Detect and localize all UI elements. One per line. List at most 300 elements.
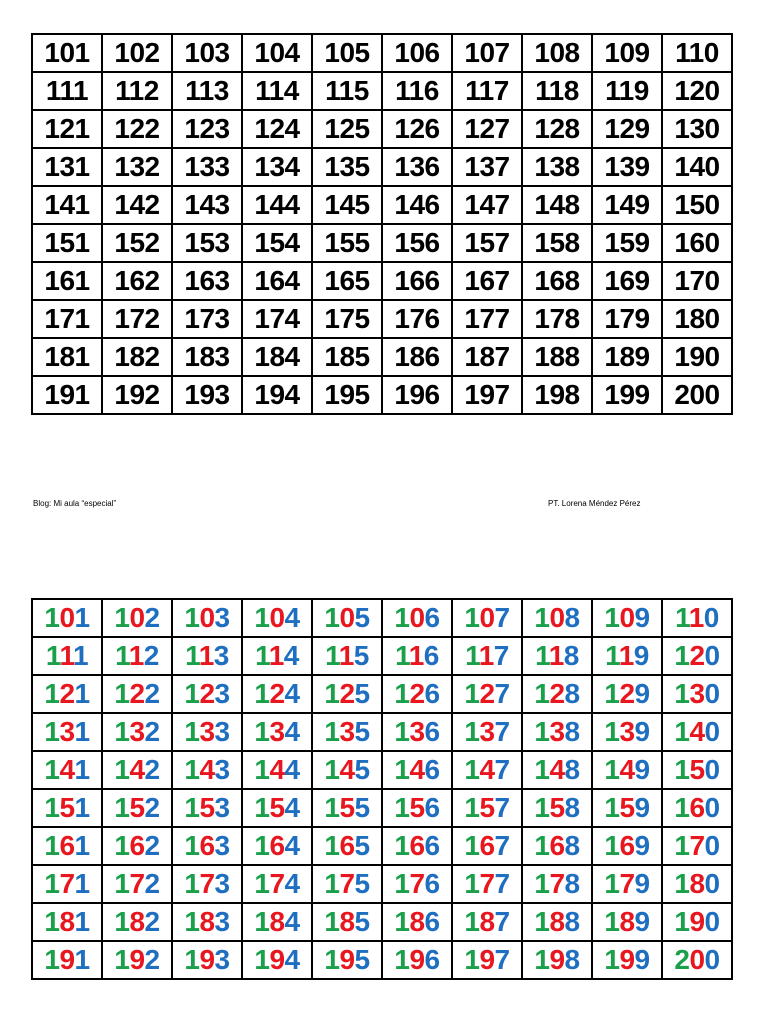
- number-cell: 151: [32, 224, 102, 262]
- number-cell: [452, 599, 522, 637]
- tens-digit: 6: [59, 830, 75, 861]
- number-cell: [592, 751, 662, 789]
- units-digit: 3: [214, 944, 230, 975]
- number-cell: [382, 827, 452, 865]
- units-digit: 9: [634, 944, 650, 975]
- number-cell: [172, 865, 242, 903]
- number-cell: 130: [662, 110, 732, 148]
- hundreds-digit: 1: [394, 754, 410, 785]
- number-cell: [32, 713, 102, 751]
- tens-digit: 5: [129, 792, 145, 823]
- grid-row: [32, 224, 732, 262]
- tens-digit: 7: [129, 868, 145, 899]
- grid-row: [32, 903, 732, 941]
- tens-digit: 8: [129, 906, 145, 937]
- tens-digit: 5: [339, 792, 355, 823]
- number-cell: [312, 675, 382, 713]
- tens-digit: 4: [479, 754, 495, 785]
- grid-row: [32, 262, 732, 300]
- number-cell: 191: [32, 376, 102, 414]
- units-digit: 7: [494, 868, 510, 899]
- tens-digit: 4: [199, 754, 215, 785]
- number-cell: [592, 827, 662, 865]
- tens-digit: 0: [549, 602, 565, 633]
- units-digit: 9: [634, 792, 650, 823]
- units-digit: 7: [494, 906, 510, 937]
- units-digit: 2: [144, 602, 160, 633]
- number-cell: [522, 713, 592, 751]
- tens-digit: 9: [339, 944, 355, 975]
- units-digit: 2: [144, 906, 160, 937]
- number-cell: [592, 941, 662, 979]
- tens-digit: 8: [549, 906, 565, 937]
- units-digit: 1: [74, 678, 90, 709]
- hundreds-digit: 1: [324, 944, 340, 975]
- tens-digit: 7: [199, 868, 215, 899]
- tens-digit: 0: [199, 602, 215, 633]
- units-digit: 6: [424, 678, 440, 709]
- number-cell: [452, 865, 522, 903]
- hundreds-digit: 1: [324, 716, 340, 747]
- tens-digit: 5: [549, 792, 565, 823]
- hundreds-digit: 1: [464, 678, 480, 709]
- units-digit: 9: [634, 830, 650, 861]
- hundreds-digit: 1: [395, 640, 409, 671]
- number-cell: [382, 599, 452, 637]
- number-cell: 141: [32, 186, 102, 224]
- hundreds-digit: 1: [534, 754, 550, 785]
- footer-author-credit: PT. Lorena Méndez Pérez: [548, 499, 641, 508]
- units-digit: 6: [423, 640, 439, 671]
- hundreds-digit: 1: [254, 944, 270, 975]
- number-cell: [662, 827, 732, 865]
- number-cell: [452, 827, 522, 865]
- units-digit: 4: [283, 640, 299, 671]
- tens-digit: 1: [128, 640, 144, 671]
- number-cell: 139: [592, 148, 662, 186]
- units-digit: 2: [144, 792, 160, 823]
- grid-row: [32, 751, 732, 789]
- tens-digit: 2: [619, 678, 635, 709]
- number-cell: [242, 713, 312, 751]
- number-cell: 137: [452, 148, 522, 186]
- number-cell: 136: [382, 148, 452, 186]
- number-cell: [522, 637, 592, 675]
- hundreds-digit: 1: [254, 906, 270, 937]
- hundreds-digit: 1: [464, 944, 480, 975]
- number-cell: 138: [522, 148, 592, 186]
- tens-digit: 1: [618, 640, 634, 671]
- hundreds-digit: 1: [324, 906, 340, 937]
- units-digit: 3: [214, 906, 230, 937]
- hundreds-digit: 1: [254, 602, 270, 633]
- grid-row: [32, 865, 732, 903]
- units-digit: 9: [634, 678, 650, 709]
- tens-digit: 4: [339, 754, 355, 785]
- tens-digit: 3: [689, 678, 705, 709]
- number-cell: [242, 675, 312, 713]
- tens-digit: 1: [268, 640, 284, 671]
- tens-digit: 3: [59, 716, 75, 747]
- units-digit: 3: [213, 640, 229, 671]
- hundreds-digit: 1: [114, 716, 130, 747]
- number-cell: [452, 751, 522, 789]
- grid-row: [32, 338, 732, 376]
- number-cell: [452, 903, 522, 941]
- number-cell: [242, 941, 312, 979]
- number-cell: 155: [312, 224, 382, 262]
- grid-row: [32, 376, 732, 414]
- hundreds-digit: 1: [534, 868, 550, 899]
- tens-digit: 1: [548, 640, 564, 671]
- hundreds-digit: 1: [184, 792, 200, 823]
- number-cell: 158: [522, 224, 592, 262]
- grid-row: [32, 186, 732, 224]
- tens-digit: 2: [549, 678, 565, 709]
- number-cell: [522, 751, 592, 789]
- units-digit: 8: [563, 640, 579, 671]
- tens-digit: 7: [59, 868, 75, 899]
- grid-row: [32, 789, 732, 827]
- number-cell: 124: [242, 110, 312, 148]
- tens-digit: 9: [619, 944, 635, 975]
- number-cell: [242, 751, 312, 789]
- units-digit: 0: [704, 792, 720, 823]
- tens-digit: 1: [688, 602, 704, 633]
- units-digit: 0: [704, 716, 720, 747]
- number-cell: [102, 941, 172, 979]
- tens-digit: 7: [409, 868, 425, 899]
- number-cell: [102, 827, 172, 865]
- hundreds-digit: 1: [534, 602, 550, 633]
- number-grid-colored-body: [32, 599, 732, 979]
- hundreds-digit: 1: [184, 678, 200, 709]
- tens-digit: 3: [129, 716, 145, 747]
- hundreds-digit: 1: [254, 868, 270, 899]
- number-cell: [662, 941, 732, 979]
- hundreds-digit: 1: [464, 868, 480, 899]
- hundreds-digit: 1: [604, 602, 620, 633]
- number-cell: 192: [102, 376, 172, 414]
- hundreds-digit: 1: [534, 792, 550, 823]
- grid-row: [32, 599, 732, 637]
- number-cell: 196: [382, 376, 452, 414]
- number-cell: 111: [32, 72, 102, 110]
- hundreds-digit: 1: [324, 602, 340, 633]
- tens-digit: 0: [619, 602, 635, 633]
- units-digit: 1: [74, 602, 90, 633]
- number-cell: 121: [32, 110, 102, 148]
- units-digit: 0: [704, 944, 720, 975]
- number-cell: [32, 675, 102, 713]
- number-cell: 181: [32, 338, 102, 376]
- number-cell: 161: [32, 262, 102, 300]
- tens-digit: 4: [59, 754, 75, 785]
- number-cell: [522, 865, 592, 903]
- tens-digit: 4: [619, 754, 635, 785]
- units-digit: 8: [564, 678, 580, 709]
- tens-digit: 4: [269, 754, 285, 785]
- number-cell: [312, 637, 382, 675]
- hundreds-digit: 1: [534, 944, 550, 975]
- grid-row: [32, 110, 732, 148]
- grid-row: [32, 148, 732, 186]
- number-cell: [102, 599, 172, 637]
- units-digit: 7: [493, 640, 509, 671]
- units-digit: 7: [494, 716, 510, 747]
- number-cell: 154: [242, 224, 312, 262]
- tens-digit: 6: [689, 792, 705, 823]
- tens-digit: 2: [269, 678, 285, 709]
- hundreds-digit: 1: [114, 792, 130, 823]
- number-cell: [172, 599, 242, 637]
- hundreds-digit: 1: [394, 792, 410, 823]
- hundreds-digit: 1: [44, 944, 60, 975]
- units-digit: 8: [564, 868, 580, 899]
- hundreds-digit: 1: [675, 602, 689, 633]
- units-digit: 3: [214, 716, 230, 747]
- hundreds-digit: 1: [44, 678, 60, 709]
- units-digit: 3: [214, 830, 230, 861]
- number-grid-plain-body: [32, 34, 732, 414]
- number-cell: 160: [662, 224, 732, 262]
- hundreds-digit: 1: [464, 830, 480, 861]
- units-digit: 3: [214, 868, 230, 899]
- number-cell: 105: [312, 34, 382, 72]
- hundreds-digit: 1: [44, 868, 60, 899]
- number-cell: [592, 903, 662, 941]
- units-digit: 7: [494, 678, 510, 709]
- units-digit: 2: [144, 754, 160, 785]
- tens-digit: 5: [479, 792, 495, 823]
- units-digit: 5: [354, 678, 370, 709]
- number-cell: 195: [312, 376, 382, 414]
- units-digit: 3: [214, 754, 230, 785]
- number-cell: [312, 903, 382, 941]
- tens-digit: 6: [269, 830, 285, 861]
- number-cell: [32, 751, 102, 789]
- tens-digit: 2: [129, 678, 145, 709]
- number-cell: 184: [242, 338, 312, 376]
- tens-digit: 0: [339, 602, 355, 633]
- hundreds-digit: 1: [394, 868, 410, 899]
- tens-digit: 8: [479, 906, 495, 937]
- hundreds-digit: 1: [44, 792, 60, 823]
- tens-digit: 1: [408, 640, 424, 671]
- units-digit: 6: [424, 716, 440, 747]
- units-digit: 0: [704, 868, 720, 899]
- hundreds-digit: 1: [464, 906, 480, 937]
- tens-digit: 1: [338, 640, 354, 671]
- number-cell: [312, 599, 382, 637]
- grid-row: [32, 941, 732, 979]
- number-cell: [172, 637, 242, 675]
- number-cell: 171: [32, 300, 102, 338]
- hundreds-digit: 1: [534, 830, 550, 861]
- tens-digit: 7: [479, 868, 495, 899]
- number-cell: [172, 751, 242, 789]
- hundreds-digit: 1: [674, 716, 690, 747]
- number-cell: [32, 903, 102, 941]
- tens-digit: 3: [619, 716, 635, 747]
- units-digit: 0: [703, 602, 719, 633]
- number-cell: 177: [452, 300, 522, 338]
- number-cell: [242, 637, 312, 675]
- number-cell: 185: [312, 338, 382, 376]
- number-cell: [662, 903, 732, 941]
- hundreds-digit: 1: [44, 716, 60, 747]
- hundreds-digit: 1: [394, 602, 410, 633]
- number-cell: [382, 637, 452, 675]
- number-cell: 174: [242, 300, 312, 338]
- hundreds-digit: 1: [605, 640, 619, 671]
- hundreds-digit: 1: [184, 906, 200, 937]
- units-digit: 5: [354, 944, 370, 975]
- units-digit: 5: [354, 830, 370, 861]
- number-cell: [382, 789, 452, 827]
- number-cell: [102, 713, 172, 751]
- units-digit: 1: [74, 754, 90, 785]
- number-cell: 150: [662, 186, 732, 224]
- units-digit: 2: [144, 944, 160, 975]
- units-digit: 0: [704, 754, 720, 785]
- units-digit: 5: [354, 716, 370, 747]
- hundreds-digit: 1: [604, 944, 620, 975]
- number-cell: 140: [662, 148, 732, 186]
- tens-digit: 6: [479, 830, 495, 861]
- number-cell: 115: [312, 72, 382, 110]
- number-cell: 186: [382, 338, 452, 376]
- number-cell: 188: [522, 338, 592, 376]
- hundreds-digit: 1: [44, 602, 60, 633]
- number-cell: [522, 599, 592, 637]
- tens-digit: 5: [199, 792, 215, 823]
- number-cell: 122: [102, 110, 172, 148]
- number-cell: 147: [452, 186, 522, 224]
- number-cell: [242, 827, 312, 865]
- hundreds-digit: 1: [534, 906, 550, 937]
- grid-row: [32, 72, 732, 110]
- number-cell: [102, 751, 172, 789]
- hundreds-digit: 1: [394, 944, 410, 975]
- units-digit: 8: [564, 830, 580, 861]
- number-cell: 152: [102, 224, 172, 262]
- number-cell: [102, 789, 172, 827]
- number-cell: 128: [522, 110, 592, 148]
- number-cell: 178: [522, 300, 592, 338]
- number-cell: [662, 675, 732, 713]
- number-cell: 164: [242, 262, 312, 300]
- number-cell: [102, 637, 172, 675]
- hundreds-digit: 1: [674, 868, 690, 899]
- number-cell: 168: [522, 262, 592, 300]
- number-cell: [32, 599, 102, 637]
- number-cell: [662, 713, 732, 751]
- number-cell: 118: [522, 72, 592, 110]
- units-digit: 7: [494, 754, 510, 785]
- units-digit: 1: [74, 906, 90, 937]
- number-cell: [32, 941, 102, 979]
- units-digit: 2: [144, 678, 160, 709]
- tens-digit: 8: [339, 906, 355, 937]
- tens-digit: 1: [198, 640, 214, 671]
- number-cell: 123: [172, 110, 242, 148]
- hundreds-digit: 1: [254, 792, 270, 823]
- number-cell: [662, 865, 732, 903]
- hundreds-digit: 1: [114, 868, 130, 899]
- tens-digit: 9: [409, 944, 425, 975]
- number-cell: 119: [592, 72, 662, 110]
- tens-digit: 5: [269, 792, 285, 823]
- hundreds-digit: 1: [674, 678, 690, 709]
- units-digit: 8: [564, 602, 580, 633]
- number-cell: [662, 789, 732, 827]
- tens-digit: 4: [689, 716, 705, 747]
- units-digit: 4: [284, 716, 300, 747]
- number-cell: [242, 865, 312, 903]
- footer-blog-credit: Blog: Mi aula “especial”: [33, 499, 117, 508]
- units-digit: 0: [704, 678, 720, 709]
- tens-digit: 0: [689, 944, 705, 975]
- hundreds-digit: 1: [534, 678, 550, 709]
- hundreds-digit: 1: [324, 754, 340, 785]
- tens-digit: 8: [199, 906, 215, 937]
- hundreds-digit: 1: [184, 868, 200, 899]
- number-cell: [102, 675, 172, 713]
- number-cell: [522, 789, 592, 827]
- hundreds-digit: 1: [674, 792, 690, 823]
- tens-digit: 1: [59, 640, 73, 671]
- hundreds-digit: 1: [394, 906, 410, 937]
- number-cell: [32, 827, 102, 865]
- number-cell: 165: [312, 262, 382, 300]
- number-cell: [452, 637, 522, 675]
- hundreds-digit: 1: [184, 716, 200, 747]
- tens-digit: 2: [339, 678, 355, 709]
- units-digit: 9: [634, 602, 650, 633]
- number-cell: [312, 827, 382, 865]
- number-cell: 109: [592, 34, 662, 72]
- number-cell: [592, 675, 662, 713]
- tens-digit: 0: [269, 602, 285, 633]
- hundreds-digit: 1: [674, 754, 690, 785]
- number-cell: [312, 865, 382, 903]
- units-digit: 6: [424, 906, 440, 937]
- hundreds-digit: 1: [44, 754, 60, 785]
- tens-digit: 0: [59, 602, 75, 633]
- number-cell: 194: [242, 376, 312, 414]
- grid-row: [32, 827, 732, 865]
- number-cell: [522, 941, 592, 979]
- tens-digit: 7: [619, 868, 635, 899]
- tens-digit: 5: [59, 792, 75, 823]
- hundreds-digit: 1: [535, 640, 549, 671]
- number-cell: 200: [662, 376, 732, 414]
- tens-digit: 6: [129, 830, 145, 861]
- number-cell: [242, 903, 312, 941]
- number-cell: 116: [382, 72, 452, 110]
- number-cell: 148: [522, 186, 592, 224]
- units-digit: 5: [354, 754, 370, 785]
- tens-digit: 8: [619, 906, 635, 937]
- units-digit: 1: [72, 640, 89, 671]
- units-digit: 7: [494, 792, 510, 823]
- tens-digit: 3: [269, 716, 285, 747]
- number-cell: 127: [452, 110, 522, 148]
- units-digit: 7: [494, 602, 510, 633]
- hundreds-digit: 1: [114, 944, 130, 975]
- number-cell: 142: [102, 186, 172, 224]
